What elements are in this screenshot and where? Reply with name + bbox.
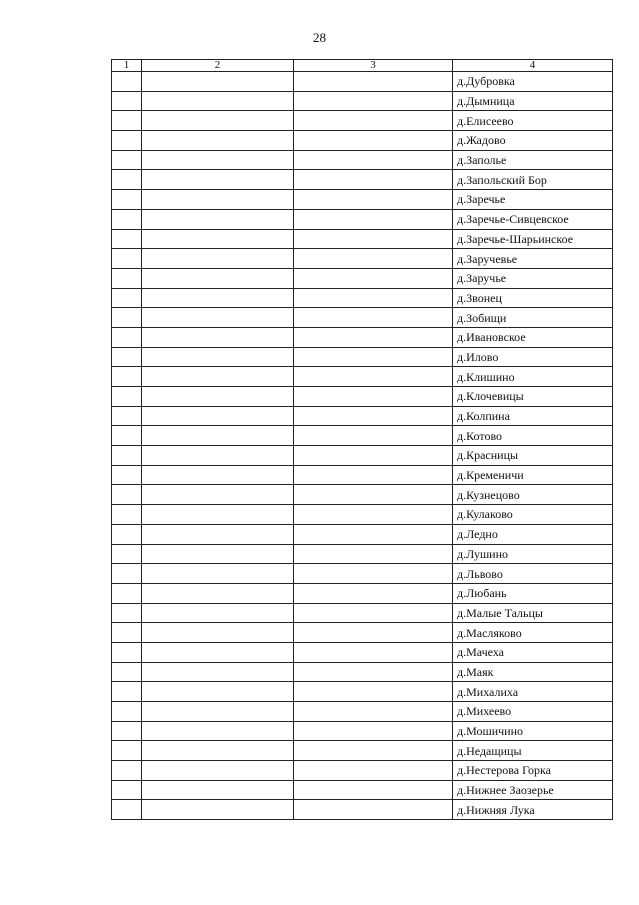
- table-cell-col2: [142, 249, 294, 269]
- table-cell-col4: д.Нестерова Горка: [453, 761, 613, 781]
- table-cell-col2: [142, 190, 294, 210]
- column-header-2: 2: [142, 60, 294, 72]
- table-row: [112, 603, 613, 623]
- table-cell-col1: [112, 249, 142, 269]
- table-cell-col1: [112, 485, 142, 505]
- table-row: [112, 721, 613, 741]
- table-row: [112, 406, 613, 426]
- table-cell-col2: [142, 347, 294, 367]
- table-cell-col2: [142, 642, 294, 662]
- table-cell-col4: д.Заручье: [453, 268, 613, 288]
- table-cell-col3: [294, 426, 453, 446]
- table-cell-col2: [142, 583, 294, 603]
- table-cell-col3: [294, 72, 453, 92]
- table-cell-col3: [294, 347, 453, 367]
- table-row: [112, 465, 613, 485]
- table-cell-col3: [294, 308, 453, 328]
- table-cell-col3: [294, 229, 453, 249]
- table-row: [112, 170, 613, 190]
- table-cell-col3: [294, 780, 453, 800]
- table-cell-col2: [142, 721, 294, 741]
- table-cell-col1: [112, 524, 142, 544]
- table-row: [112, 583, 613, 603]
- table-row: [112, 308, 613, 328]
- table-cell-col1: [112, 741, 142, 761]
- table-cell-col1: [112, 702, 142, 722]
- table-row: [112, 780, 613, 800]
- table-cell-col3: [294, 485, 453, 505]
- table-cell-col3: [294, 662, 453, 682]
- table-cell-col4: д.Маяк: [453, 662, 613, 682]
- table-cell-col3: [294, 505, 453, 525]
- table-cell-col4: д.Михалиха: [453, 682, 613, 702]
- table-cell-col4: д.Заречье-Шарьинское: [453, 229, 613, 249]
- table-cell-col3: [294, 682, 453, 702]
- table-cell-col3: [294, 761, 453, 781]
- table-row: [112, 642, 613, 662]
- table-cell-col3: [294, 406, 453, 426]
- table-cell-col3: [294, 564, 453, 584]
- table-cell-col1: [112, 131, 142, 151]
- table-cell-col4: д.Клочевицы: [453, 387, 613, 407]
- table-cell-col2: [142, 761, 294, 781]
- table-cell-col2: [142, 662, 294, 682]
- table-row: [112, 623, 613, 643]
- table-cell-col2: [142, 623, 294, 643]
- table-cell-col2: [142, 387, 294, 407]
- table-cell-col3: [294, 721, 453, 741]
- table-cell-col3: [294, 741, 453, 761]
- table-cell-col4: д.Львово: [453, 564, 613, 584]
- table-row: [112, 682, 613, 702]
- table-row: [112, 426, 613, 446]
- table-row: [112, 190, 613, 210]
- table-row: [112, 741, 613, 761]
- table-cell-col1: [112, 150, 142, 170]
- table-cell-col4: д.Жадово: [453, 131, 613, 151]
- table-cell-col4: д.Заполье: [453, 150, 613, 170]
- table-row: [112, 662, 613, 682]
- table-cell-col4: д.Кременичи: [453, 465, 613, 485]
- table-cell-col4: д.Нижняя Лука: [453, 800, 613, 820]
- table-cell-col1: [112, 209, 142, 229]
- settlements-table: [111, 59, 613, 820]
- table-cell-col3: [294, 387, 453, 407]
- table-cell-col2: [142, 800, 294, 820]
- table-cell-col3: [294, 288, 453, 308]
- table-row: [112, 446, 613, 466]
- table-row: [112, 387, 613, 407]
- table-cell-col2: [142, 72, 294, 92]
- table-cell-col3: [294, 249, 453, 269]
- table-cell-col3: [294, 190, 453, 210]
- table-cell-col4: д.Кузнецово: [453, 485, 613, 505]
- table-cell-col3: [294, 268, 453, 288]
- table-cell-col2: [142, 367, 294, 387]
- column-header-1: 1: [112, 60, 142, 72]
- table-cell-col1: [112, 780, 142, 800]
- table-cell-col1: [112, 603, 142, 623]
- table-cell-col1: [112, 761, 142, 781]
- table-cell-col1: [112, 229, 142, 249]
- table-cell-col2: [142, 505, 294, 525]
- table-cell-col4: д.Малые Тальцы: [453, 603, 613, 623]
- table-cell-col2: [142, 229, 294, 249]
- table-cell-col2: [142, 170, 294, 190]
- table-cell-col4: д.Ивановское: [453, 327, 613, 347]
- table-cell-col1: [112, 426, 142, 446]
- table-cell-col2: [142, 288, 294, 308]
- table-cell-col2: [142, 485, 294, 505]
- table-cell-col3: [294, 150, 453, 170]
- table-cell-col4: д.Дубровка: [453, 72, 613, 92]
- table-row: [112, 485, 613, 505]
- table-cell-col1: [112, 465, 142, 485]
- table-cell-col3: [294, 131, 453, 151]
- table-cell-col2: [142, 682, 294, 702]
- table-cell-col2: [142, 268, 294, 288]
- table-row: [112, 367, 613, 387]
- table-cell-col2: [142, 446, 294, 466]
- table-cell-col2: [142, 564, 294, 584]
- table-body: [112, 72, 613, 820]
- table-cell-col4: д.Илово: [453, 347, 613, 367]
- table-cell-col1: [112, 72, 142, 92]
- table-cell-col4: д.Мошичино: [453, 721, 613, 741]
- table-cell-col4: д.Клишино: [453, 367, 613, 387]
- table-row: [112, 761, 613, 781]
- table-cell-col2: [142, 741, 294, 761]
- table-cell-col3: [294, 623, 453, 643]
- table-cell-col4: д.Запольский Бор: [453, 170, 613, 190]
- table-cell-col1: [112, 544, 142, 564]
- table-row: [112, 249, 613, 269]
- table-cell-col3: [294, 642, 453, 662]
- table-cell-col2: [142, 131, 294, 151]
- table-row: [112, 702, 613, 722]
- table-cell-col1: [112, 268, 142, 288]
- table-row: [112, 327, 613, 347]
- table-cell-col4: д.Звонец: [453, 288, 613, 308]
- table-cell-col3: [294, 170, 453, 190]
- table-cell-col3: [294, 544, 453, 564]
- table-cell-col1: [112, 111, 142, 131]
- table-cell-col4: д.Дымница: [453, 91, 613, 111]
- table-cell-col4: д.Колпина: [453, 406, 613, 426]
- table-row: [112, 347, 613, 367]
- table-cell-col3: [294, 367, 453, 387]
- table-row: [112, 800, 613, 820]
- table-row: [112, 111, 613, 131]
- table-cell-col4: д.Зобищи: [453, 308, 613, 328]
- table-cell-col1: [112, 642, 142, 662]
- page-number: 28: [313, 30, 326, 45]
- table-cell-col4: д.Елисеево: [453, 111, 613, 131]
- table-cell-col3: [294, 91, 453, 111]
- table-cell-col3: [294, 702, 453, 722]
- table-row: [112, 131, 613, 151]
- table-cell-col1: [112, 800, 142, 820]
- table-row: [112, 229, 613, 249]
- table-cell-col3: [294, 583, 453, 603]
- table-cell-col4: д.Заручевье: [453, 249, 613, 269]
- table-cell-col2: [142, 426, 294, 446]
- table-row: [112, 505, 613, 525]
- table-cell-col4: д.Котово: [453, 426, 613, 446]
- table-cell-col3: [294, 465, 453, 485]
- table-cell-col1: [112, 583, 142, 603]
- table-cell-col1: [112, 682, 142, 702]
- table-cell-col1: [112, 564, 142, 584]
- table-cell-col2: [142, 111, 294, 131]
- table-cell-col2: [142, 524, 294, 544]
- table-cell-col1: [112, 662, 142, 682]
- table-cell-col2: [142, 150, 294, 170]
- table-cell-col4: д.Кулаково: [453, 505, 613, 525]
- table-cell-col1: [112, 367, 142, 387]
- table-row: [112, 544, 613, 564]
- table-cell-col2: [142, 406, 294, 426]
- table-cell-col3: [294, 446, 453, 466]
- table-cell-col3: [294, 800, 453, 820]
- column-header-4: 4: [453, 60, 613, 72]
- table-cell-col4: д.Заречье-Сивцевское: [453, 209, 613, 229]
- table-cell-col1: [112, 721, 142, 741]
- table-cell-col1: [112, 288, 142, 308]
- table-cell-col1: [112, 446, 142, 466]
- table-row: [112, 91, 613, 111]
- table-row: [112, 564, 613, 584]
- table-cell-col4: д.Красницы: [453, 446, 613, 466]
- table-cell-col1: [112, 406, 142, 426]
- table-row: [112, 268, 613, 288]
- table-cell-col1: [112, 91, 142, 111]
- table-header-row: [112, 60, 613, 72]
- table-cell-col1: [112, 327, 142, 347]
- table-cell-col2: [142, 327, 294, 347]
- table-cell-col1: [112, 190, 142, 210]
- table-cell-col4: д.Любань: [453, 583, 613, 603]
- table-cell-col1: [112, 170, 142, 190]
- table-row: [112, 150, 613, 170]
- table-cell-col4: д.Михеево: [453, 702, 613, 722]
- table-cell-col3: [294, 603, 453, 623]
- table-row: [112, 209, 613, 229]
- table-cell-col1: [112, 623, 142, 643]
- table-cell-col2: [142, 702, 294, 722]
- table-cell-col2: [142, 465, 294, 485]
- table-cell-col1: [112, 505, 142, 525]
- table-cell-col1: [112, 387, 142, 407]
- table-row: [112, 288, 613, 308]
- column-header-3: 3: [294, 60, 453, 72]
- table-cell-col4: д.Нижнее Заозерье: [453, 780, 613, 800]
- table-cell-col3: [294, 327, 453, 347]
- table-cell-col3: [294, 111, 453, 131]
- table-cell-col2: [142, 780, 294, 800]
- table-cell-col2: [142, 603, 294, 623]
- table-cell-col1: [112, 347, 142, 367]
- table-cell-col4: д.Лушино: [453, 544, 613, 564]
- table-cell-col3: [294, 524, 453, 544]
- table-cell-col4: д.Заречье: [453, 190, 613, 210]
- table-cell-col2: [142, 308, 294, 328]
- table-cell-col2: [142, 209, 294, 229]
- table-cell-col4: д.Недащицы: [453, 741, 613, 761]
- table-cell-col1: [112, 308, 142, 328]
- table-row: [112, 524, 613, 544]
- table-cell-col4: д.Мачеха: [453, 642, 613, 662]
- table-cell-col3: [294, 209, 453, 229]
- table-cell-col4: д.Ледно: [453, 524, 613, 544]
- table-cell-col4: д.Масляково: [453, 623, 613, 643]
- table-cell-col2: [142, 544, 294, 564]
- table-cell-col2: [142, 91, 294, 111]
- table-row: [112, 72, 613, 92]
